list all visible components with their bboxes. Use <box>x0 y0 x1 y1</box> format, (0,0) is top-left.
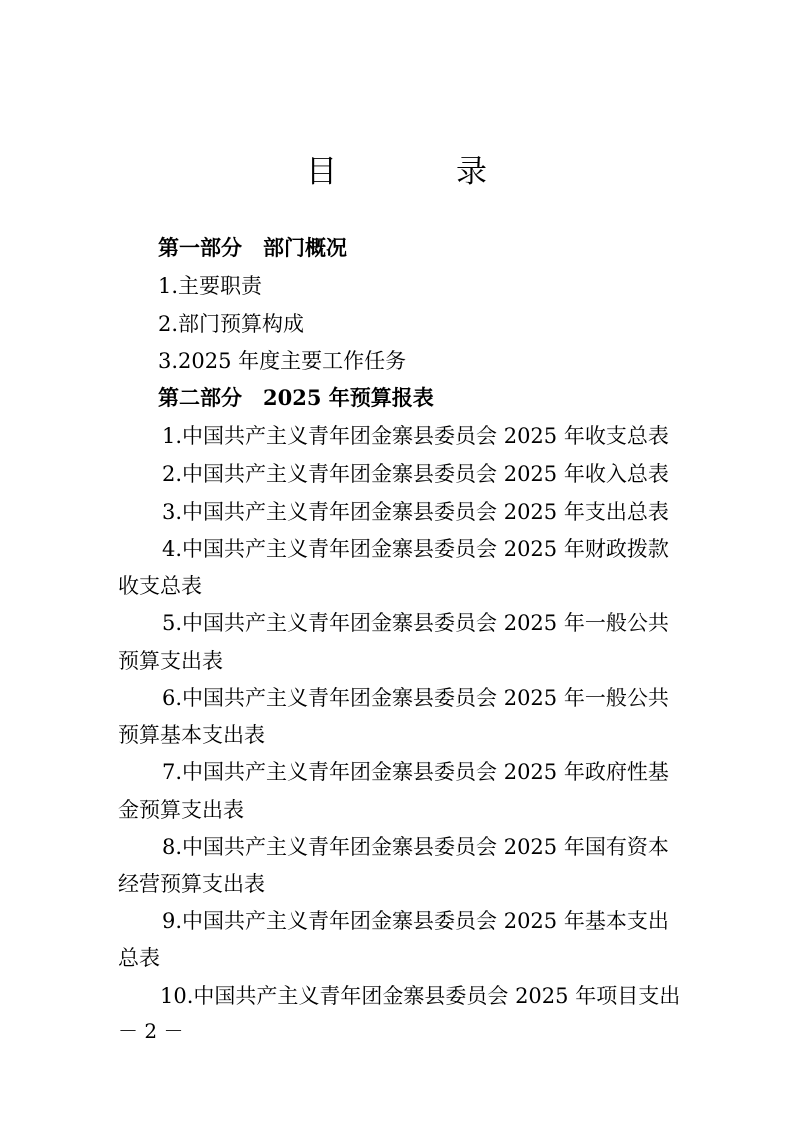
toc-item-2-5: 5.中国共产主义青年团金寨县委员会 2025 年一般公共 <box>162 611 669 635</box>
toc-item-2-10: 10.中国共产主义青年团金寨县委员会 2025 年项目支出 <box>160 984 681 1008</box>
toc-item-2-9: 9.中国共产主义青年团金寨县委员会 2025 年基本支出 <box>162 909 669 933</box>
toc-item-2-1: 1.中国共产主义青年团金寨县委员会 2025 年收支总表 <box>162 424 669 448</box>
toc-item-2-2: 2.中国共产主义青年团金寨县委员会 2025 年收入总表 <box>162 462 669 486</box>
toc-item-2-4: 4.中国共产主义青年团金寨县委员会 2025 年财政拨款 <box>162 537 669 561</box>
toc-item-1-2: 2.部门预算构成 <box>158 312 305 336</box>
part1-heading: 第一部分 部门概况 <box>158 235 347 260</box>
toc-title: 目 录 <box>306 154 531 190</box>
toc-item-2-4-cont: 收支总表 <box>118 574 202 598</box>
toc-item-2-5-cont: 预算支出表 <box>118 649 223 673</box>
toc-item-2-6: 6.中国共产主义青年团金寨县委员会 2025 年一般公共 <box>162 686 669 710</box>
toc-item-2-7-cont: 金预算支出表 <box>118 798 244 822</box>
page-number: － 2 － <box>118 1019 184 1043</box>
toc-item-1-3: 3.2025 年度主要工作任务 <box>158 349 407 373</box>
toc-item-1-1: 1.主要职责 <box>158 274 263 298</box>
part2-heading: 第二部分 2025 年预算报表 <box>158 385 434 410</box>
toc-item-2-7: 7.中国共产主义青年团金寨县委员会 2025 年政府性基 <box>162 760 669 784</box>
toc-item-2-3: 3.中国共产主义青年团金寨县委员会 2025 年支出总表 <box>162 500 669 524</box>
toc-item-2-6-cont: 预算基本支出表 <box>118 723 265 747</box>
toc-item-2-8: 8.中国共产主义青年团金寨县委员会 2025 年国有资本 <box>162 835 669 859</box>
toc-item-2-9-cont: 总表 <box>118 946 160 970</box>
toc-item-2-8-cont: 经营预算支出表 <box>118 872 265 896</box>
